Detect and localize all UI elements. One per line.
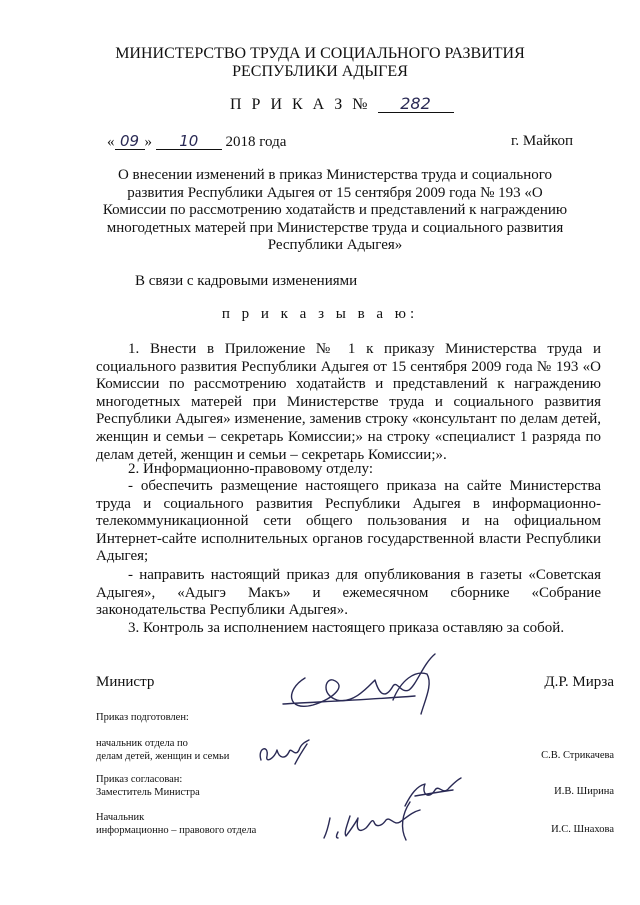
prepared-position-line1: начальник отдела по — [96, 738, 188, 749]
date-close-quote: » — [144, 134, 152, 150]
minister-signature — [275, 650, 445, 720]
paragraph-1: 1. Внести в Приложение № 1 к приказу Министерства труда и социального развития Республики Адыгея от 15 сентября 2009 года № 193 «О Комиссии по рассмотрению ходатайств и представлений к награждению многодетных матерей при Министерстве труда и социального развития Республики Адыгея» изменение, заменив строку «консультант по делам детей, женщин и семьи – секретарь Комиссии;» на строку «специалист 1 разряда по делам детей, женщин и семьи – секретарь Комиссии;». — [96, 341, 601, 463]
date-year: 2018 года — [225, 134, 287, 150]
date-day: 09 — [115, 133, 145, 150]
paragraph-2-item-1: - обеспечить размещение настоящего приказа на сайте Министерства труда и социального развития Республики Адыгея в информационно-телекоммуникационной сети общего пользования и на официальном Интернет-сайте исполнительных органов государственной власти Республики Адыгея; — [96, 478, 601, 565]
agreed-name: И.В. Ширина — [554, 786, 614, 797]
prepared-signature — [255, 738, 315, 770]
order-reason: В связи с кадровыми изменениями — [135, 273, 358, 289]
order-number: 282 — [378, 96, 454, 113]
ministry-name-line2: РЕСПУБЛИКИ АДЫГЕЯ — [232, 63, 408, 80]
paragraph-2-item-2: - направить настоящий приказ для опубликования в газеты «Советская Адыгея», «Адыгэ Макъ» и ежемесячном сборнике «Собрание законодательства Республики Адыгея». — [96, 567, 601, 619]
dept-position-line1: Начальник — [96, 812, 145, 823]
dept-signature — [320, 798, 440, 844]
prepared-position — [96, 738, 229, 763]
prepared-position-line2: делам детей, женщин и семьи — [96, 750, 230, 762]
order-label: П Р И К А З № — [230, 96, 371, 113]
agreed-label — [96, 774, 200, 799]
order-date — [107, 133, 286, 151]
order-heading — [230, 96, 454, 114]
dept-name: И.С. Шнахова — [551, 824, 614, 835]
dept-position — [96, 812, 256, 837]
paragraph-2: 2. Информационно-правовому отделу: — [128, 461, 374, 477]
dept-position-line2: информационно – правового отдела — [96, 824, 257, 836]
paragraph-3: 3. Контроль за исполнением настоящего приказа оставляю за собой. — [128, 620, 565, 636]
signatory-name: Д.Р. Мирза — [544, 674, 614, 690]
agreed-position: Заместитель Министра — [96, 786, 200, 798]
date-open-quote: « — [107, 134, 115, 150]
signatory-title: Министр — [96, 674, 155, 690]
city: г. Майкоп — [510, 133, 573, 149]
prepared-label: Приказ подготовлен: — [96, 712, 189, 723]
prepared-name: С.В. Стрикачева — [541, 750, 614, 761]
order-directive: п р и к а з ы в а ю: — [221, 306, 419, 322]
date-month: 10 — [156, 133, 222, 150]
agreed-label-text: Приказ согласован: — [96, 774, 183, 785]
order-subject: О внесении изменений в приказ Министерства труда и социального развития Республики Адыгея от 15 сентября 2009 года № 193 «О Комиссии по рассмотрению ходатайств и представлений к награждению многодетных матерей при Министерстве труда и социального развития Республики Адыгея» — [102, 167, 568, 254]
ministry-name-line1: МИНИСТЕРСТВО ТРУДА И СОЦИАЛЬНОГО РАЗВИТИЯ — [115, 45, 525, 62]
